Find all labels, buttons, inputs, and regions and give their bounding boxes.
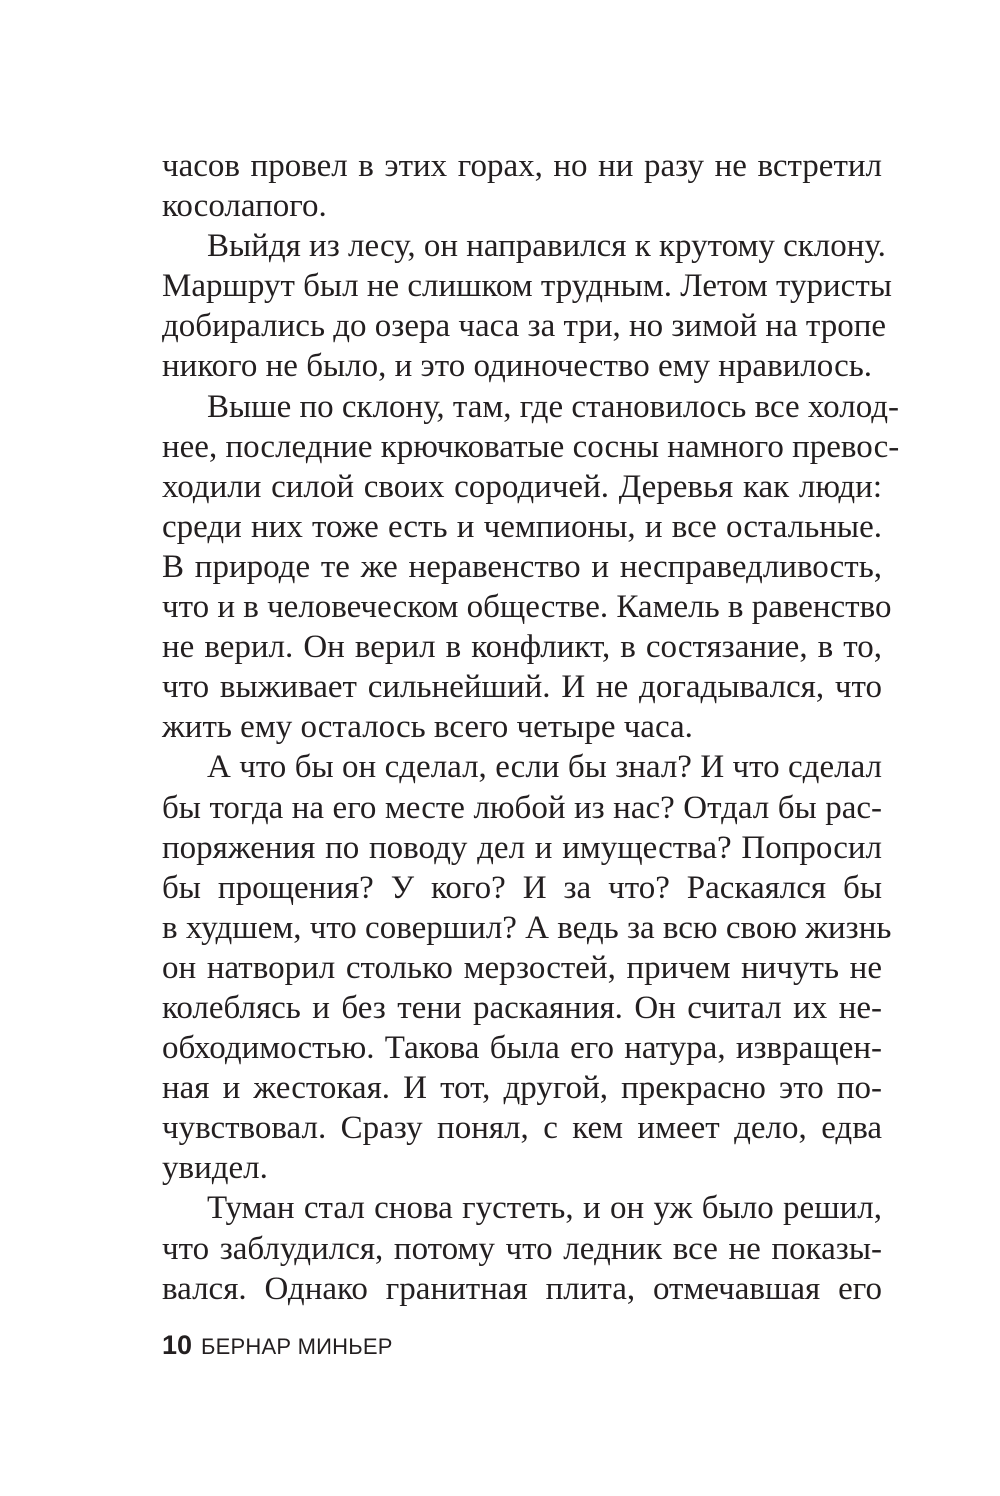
text-line: нее, последние крючковатые сосны намного превос- — [162, 428, 900, 465]
text-line: Выйдя из лесу, он направился к крутому склону. — [207, 228, 886, 265]
text-line: бы прощения? У кого? И за что? Раскаялся бы — [162, 869, 882, 906]
text-line: увидел. — [162, 1150, 268, 1187]
text-line: косолапого. — [162, 188, 327, 225]
text-line: никого не было, и это одиночество ему нравилось. — [162, 348, 873, 385]
text-line: обходимостью. Такова была его натура, извращен- — [162, 1030, 882, 1067]
body-text — [162, 146, 900, 1309]
text-line: что и в человеческом обществе. Камель в равенство — [162, 589, 892, 626]
running-footer — [162, 1328, 393, 1362]
text-line: что заблудился, потому что ледник все не показы- — [162, 1230, 882, 1267]
text-line: что выживает сильнейший. И не догадывался, что — [162, 669, 882, 706]
page-number: 10 — [162, 1330, 193, 1360]
text-line: часов провел в этих горах, но ни разу не встретил — [162, 148, 882, 184]
text-line: ная и жестокая. И тот, другой, прекрасно это по- — [162, 1070, 882, 1107]
text-line: в худшем, что совершил? А ведь за всю свою жизнь — [162, 909, 892, 946]
text-line: не верил. Он верил в конфликт, в состязание, в то, — [162, 629, 882, 666]
text-line: колеблясь и без тени раскаяния. Он считал их не- — [162, 989, 882, 1026]
text-line: он натворил столько мерзостей, причем ничуть не — [162, 949, 882, 986]
text-line: Выше по склону, там, где становилось все холод- — [207, 388, 900, 425]
text-line: бы тогда на его месте любой из нас? Отдал бы рас- — [162, 789, 882, 826]
text-line: поряжения по поводу дел и имущества? Попросил — [162, 829, 882, 866]
text-line: чувствовал. Сразу понял, с кем имеет дело, едва — [162, 1110, 882, 1147]
text-line: жить ему осталось всего четыре часа. — [162, 709, 693, 746]
text-line: Туман стал снова густеть, и он уж было решил, — [207, 1190, 882, 1227]
text-line: Маршрут был не слишком трудным. Летом туристы — [162, 268, 892, 305]
text-line: добирались до озера часа за три, но зимой на тропе — [162, 308, 887, 345]
text-line: среди них тоже есть и чемпионы, и все остальные. — [162, 508, 882, 545]
text-line: ходили силой своих сородичей. Деревья как люди: — [162, 468, 882, 505]
text-line: В природе те же неравенство и несправедливость, — [162, 548, 882, 585]
text-line: вался. Однако гранитная плита, отмечавшая его — [162, 1270, 882, 1307]
author-name: БЕРНАР МИНЬЕР — [201, 1334, 393, 1359]
text-line: А что бы он сделал, если бы знал? И что сделал — [207, 749, 882, 786]
